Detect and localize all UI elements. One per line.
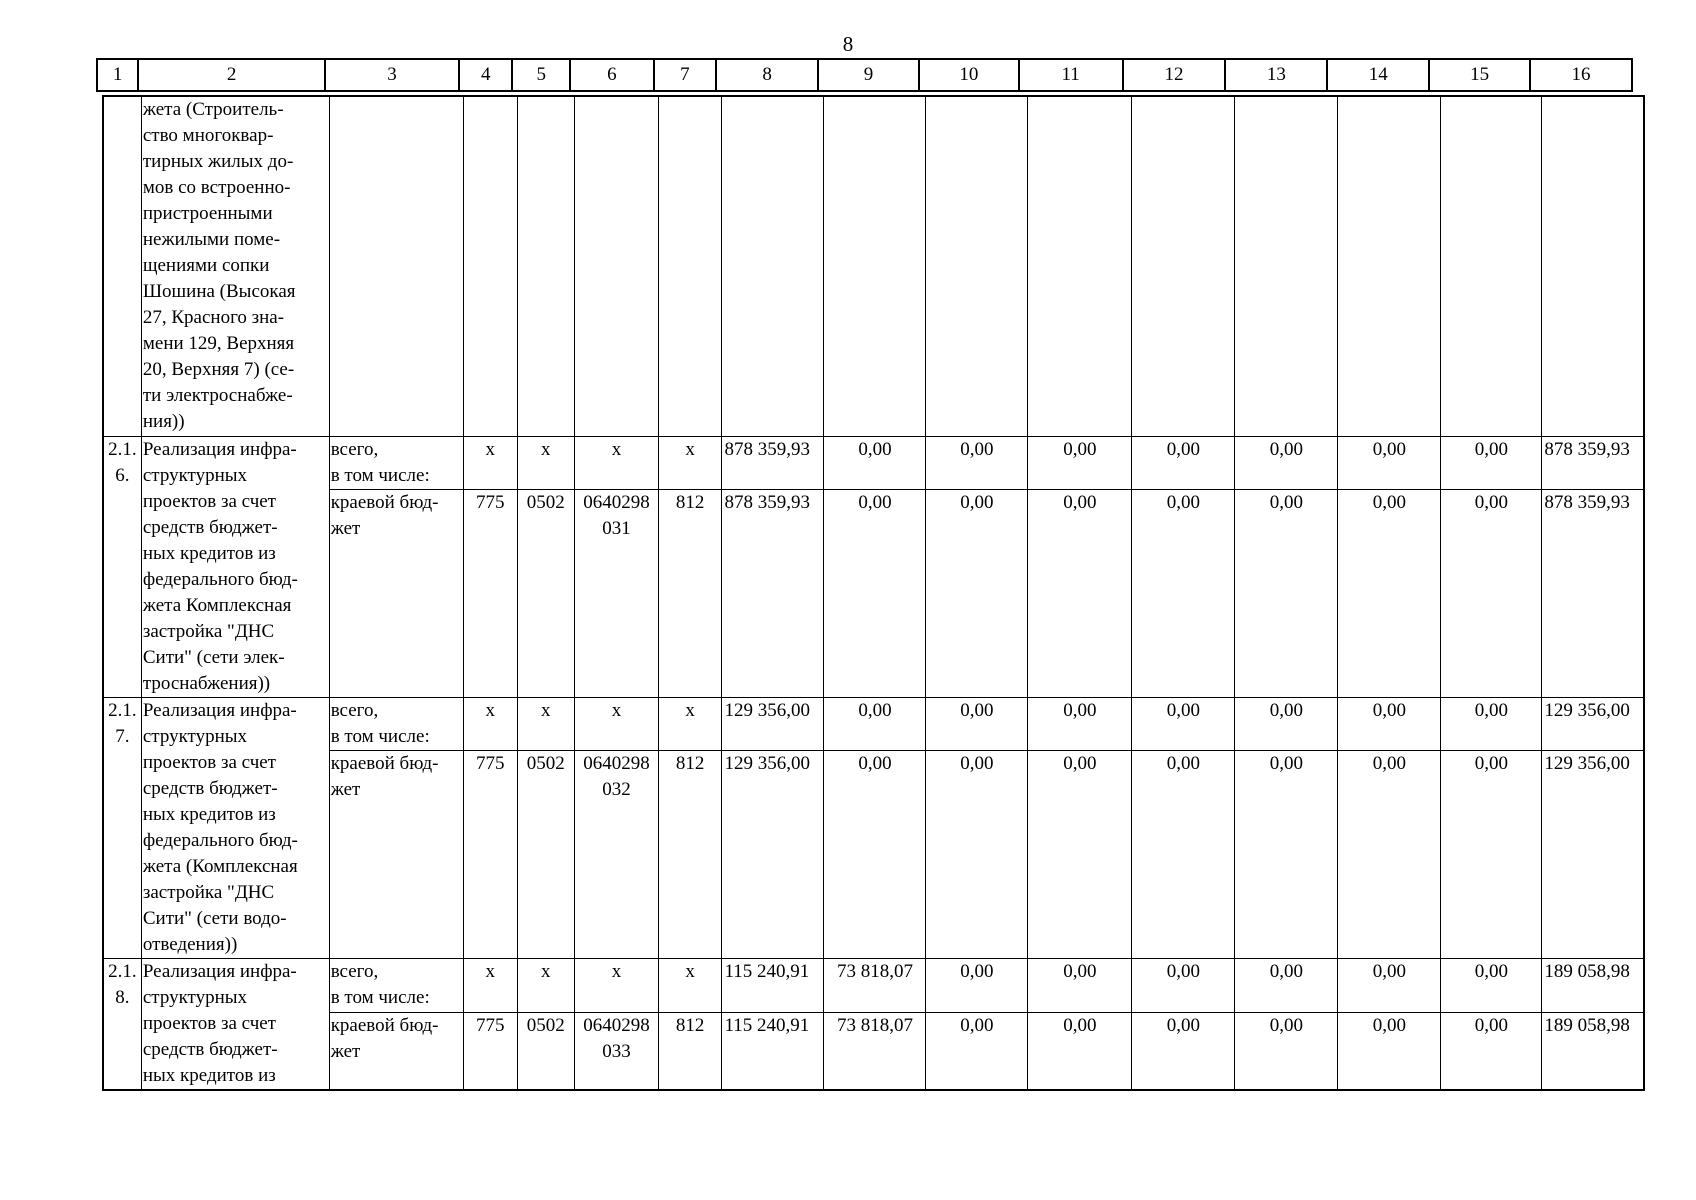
cell-c15: 0,00 <box>1441 436 1542 489</box>
cell-c8: 129 356,00 <box>722 750 824 958</box>
row-index: 2.1. 7. <box>103 697 141 958</box>
cell-c8: 878 359,93 <box>722 436 824 489</box>
continuation-row <box>103 96 1644 436</box>
cell-c9: 73 818,07 <box>824 958 926 1012</box>
cell-c11: 0,00 <box>1028 1012 1132 1089</box>
cell-c11: 0,00 <box>1028 436 1132 489</box>
cell-c14: 0,00 <box>1338 1012 1441 1089</box>
header-cell-13: 13 <box>1225 59 1327 91</box>
row-index: 2.1. 8. <box>103 958 141 1090</box>
cell-c9: 0,00 <box>824 489 926 697</box>
cell-c13: 0,00 <box>1235 489 1338 697</box>
cell-index <box>103 96 141 436</box>
header-cell-10: 10 <box>919 59 1019 91</box>
cell-c4: х <box>463 958 517 1012</box>
row-label: краевой бюд- жет <box>329 750 463 958</box>
cell-empty <box>517 96 575 436</box>
cell-c4: х <box>463 697 517 750</box>
table-row-total <box>103 697 1644 750</box>
row-label: всего, в том числе: <box>329 436 463 489</box>
cell-c7: х <box>658 958 722 1012</box>
cell-c5: х <box>517 697 575 750</box>
cell-c11: 0,00 <box>1028 489 1132 697</box>
cell-empty <box>463 96 517 436</box>
cell-c13: 0,00 <box>1235 697 1338 750</box>
cell-c12: 0,00 <box>1132 750 1235 958</box>
cell-c9: 0,00 <box>824 436 926 489</box>
cell-c6: х <box>575 436 659 489</box>
table-row-total <box>103 436 1644 489</box>
cell-c4: 775 <box>463 750 517 958</box>
cell-c7: 812 <box>658 1012 722 1089</box>
cell-c5: х <box>517 436 575 489</box>
cell-c14: 0,00 <box>1338 750 1441 958</box>
cell-c14: 0,00 <box>1338 697 1441 750</box>
header-cell-8: 8 <box>716 59 818 91</box>
cell-empty <box>575 96 659 436</box>
cell-c15: 0,00 <box>1441 958 1542 1012</box>
cell-c4: 775 <box>463 489 517 697</box>
cell-c5: 0502 <box>517 1012 575 1089</box>
cell-empty <box>329 96 463 436</box>
row-label: всего, в том числе: <box>329 697 463 750</box>
page-number: 8 <box>842 32 854 56</box>
cell-c15: 0,00 <box>1441 489 1542 697</box>
cell-c15: 0,00 <box>1441 750 1542 958</box>
cell-c6: 0640298 031 <box>575 489 659 697</box>
cell-c10: 0,00 <box>926 697 1028 750</box>
cell-c7: х <box>658 697 722 750</box>
cell-c13: 0,00 <box>1235 958 1338 1012</box>
cell-empty <box>1028 96 1132 436</box>
cell-c12: 0,00 <box>1132 436 1235 489</box>
cell-c10: 0,00 <box>926 750 1028 958</box>
cell-empty <box>926 96 1028 436</box>
cell-c7: 812 <box>658 750 722 958</box>
cell-empty <box>722 96 824 436</box>
cell-c12: 0,00 <box>1132 489 1235 697</box>
column-number-header <box>96 58 1633 92</box>
header-cell-3: 3 <box>325 59 459 91</box>
table-row-budget <box>103 489 1644 697</box>
cell-c11: 0,00 <box>1028 750 1132 958</box>
cell-empty <box>1132 96 1235 436</box>
header-cell-6: 6 <box>570 59 654 91</box>
cell-c10: 0,00 <box>926 1012 1028 1089</box>
cell-c16: 189 058,98 <box>1542 958 1644 1012</box>
cell-c10: 0,00 <box>926 436 1028 489</box>
row-name: Реализация инфра- структурных проектов за счет средств бюджет- ных кредитов из <box>141 958 329 1090</box>
row-index: 2.1. 6. <box>103 436 141 697</box>
cell-c8: 129 356,00 <box>722 697 824 750</box>
header-cell-5: 5 <box>512 59 569 91</box>
cell-empty <box>1338 96 1441 436</box>
row-name: Реализация инфра- структурных проектов за счет средств бюджет- ных кредитов из федерального бюд- жета Комплексная застройка "ДНС Сити" (сети элек- троснабжения)) <box>141 436 329 697</box>
cell-c4: 775 <box>463 1012 517 1089</box>
cell-c5: 0502 <box>517 750 575 958</box>
cell-empty <box>1235 96 1338 436</box>
cell-c12: 0,00 <box>1132 1012 1235 1089</box>
cell-c8: 878 359,93 <box>722 489 824 697</box>
cell-c7: 812 <box>658 489 722 697</box>
cell-c16: 129 356,00 <box>1542 750 1644 958</box>
row-label: краевой бюд- жет <box>329 489 463 697</box>
cell-c13: 0,00 <box>1235 750 1338 958</box>
cell-c10: 0,00 <box>926 958 1028 1012</box>
header-row <box>97 59 1632 91</box>
cell-empty <box>1542 96 1644 436</box>
header-cell-2: 2 <box>138 59 325 91</box>
cell-c10: 0,00 <box>926 489 1028 697</box>
cell-c16: 878 359,93 <box>1542 436 1644 489</box>
cell-c9: 0,00 <box>824 750 926 958</box>
cell-c6: 0640298 033 <box>575 1012 659 1089</box>
budget-table <box>102 95 1645 1091</box>
continuation-name: жета (Строитель- ство многоквар- тирных жилых до- мов со встроенно- пристроенными нежилыми поме- щениями сопки Шошина (Высокая 27, Красного зна- мени 129, Верхняя 20, Верхняя 7) (се- ти электроснабже- ния)) <box>141 96 329 436</box>
cell-c6: х <box>575 958 659 1012</box>
cell-c16: 189 058,98 <box>1542 1012 1644 1089</box>
row-label: краевой бюд- жет <box>329 1012 463 1089</box>
cell-c4: х <box>463 436 517 489</box>
cell-c14: 0,00 <box>1338 958 1441 1012</box>
header-cell-14: 14 <box>1327 59 1429 91</box>
header-cell-7: 7 <box>654 59 717 91</box>
cell-c7: х <box>658 436 722 489</box>
cell-c15: 0,00 <box>1441 1012 1542 1089</box>
cell-c8: 115 240,91 <box>722 1012 824 1089</box>
header-cell-15: 15 <box>1429 59 1530 91</box>
cell-c14: 0,00 <box>1338 436 1441 489</box>
row-name: Реализация инфра- структурных проектов за счет средств бюджет- ных кредитов из федерального бюд- жета (Комплексная застройка "ДНС Сити" (сети водо- отведения)) <box>141 697 329 958</box>
table-row-total <box>103 958 1644 1012</box>
cell-empty <box>824 96 926 436</box>
cell-c5: 0502 <box>517 489 575 697</box>
cell-c6: 0640298 032 <box>575 750 659 958</box>
cell-c5: х <box>517 958 575 1012</box>
table-row-budget <box>103 1012 1644 1089</box>
header-cell-1: 1 <box>97 59 138 91</box>
cell-empty <box>658 96 722 436</box>
header-cell-9: 9 <box>818 59 919 91</box>
cell-c11: 0,00 <box>1028 697 1132 750</box>
cell-c8: 115 240,91 <box>722 958 824 1012</box>
header-cell-11: 11 <box>1019 59 1123 91</box>
cell-c11: 0,00 <box>1028 958 1132 1012</box>
cell-c12: 0,00 <box>1132 697 1235 750</box>
header-cell-12: 12 <box>1123 59 1226 91</box>
cell-c16: 878 359,93 <box>1542 489 1644 697</box>
cell-c16: 129 356,00 <box>1542 697 1644 750</box>
table-row-budget <box>103 750 1644 958</box>
cell-c12: 0,00 <box>1132 958 1235 1012</box>
header-cell-16: 16 <box>1530 59 1632 91</box>
cell-c14: 0,00 <box>1338 489 1441 697</box>
cell-c15: 0,00 <box>1441 697 1542 750</box>
cell-c9: 0,00 <box>824 697 926 750</box>
cell-c6: х <box>575 697 659 750</box>
cell-c13: 0,00 <box>1235 436 1338 489</box>
cell-c9: 73 818,07 <box>824 1012 926 1089</box>
cell-c13: 0,00 <box>1235 1012 1338 1089</box>
cell-empty <box>1441 96 1542 436</box>
row-label: всего, в том числе: <box>329 958 463 1012</box>
header-cell-4: 4 <box>459 59 512 91</box>
